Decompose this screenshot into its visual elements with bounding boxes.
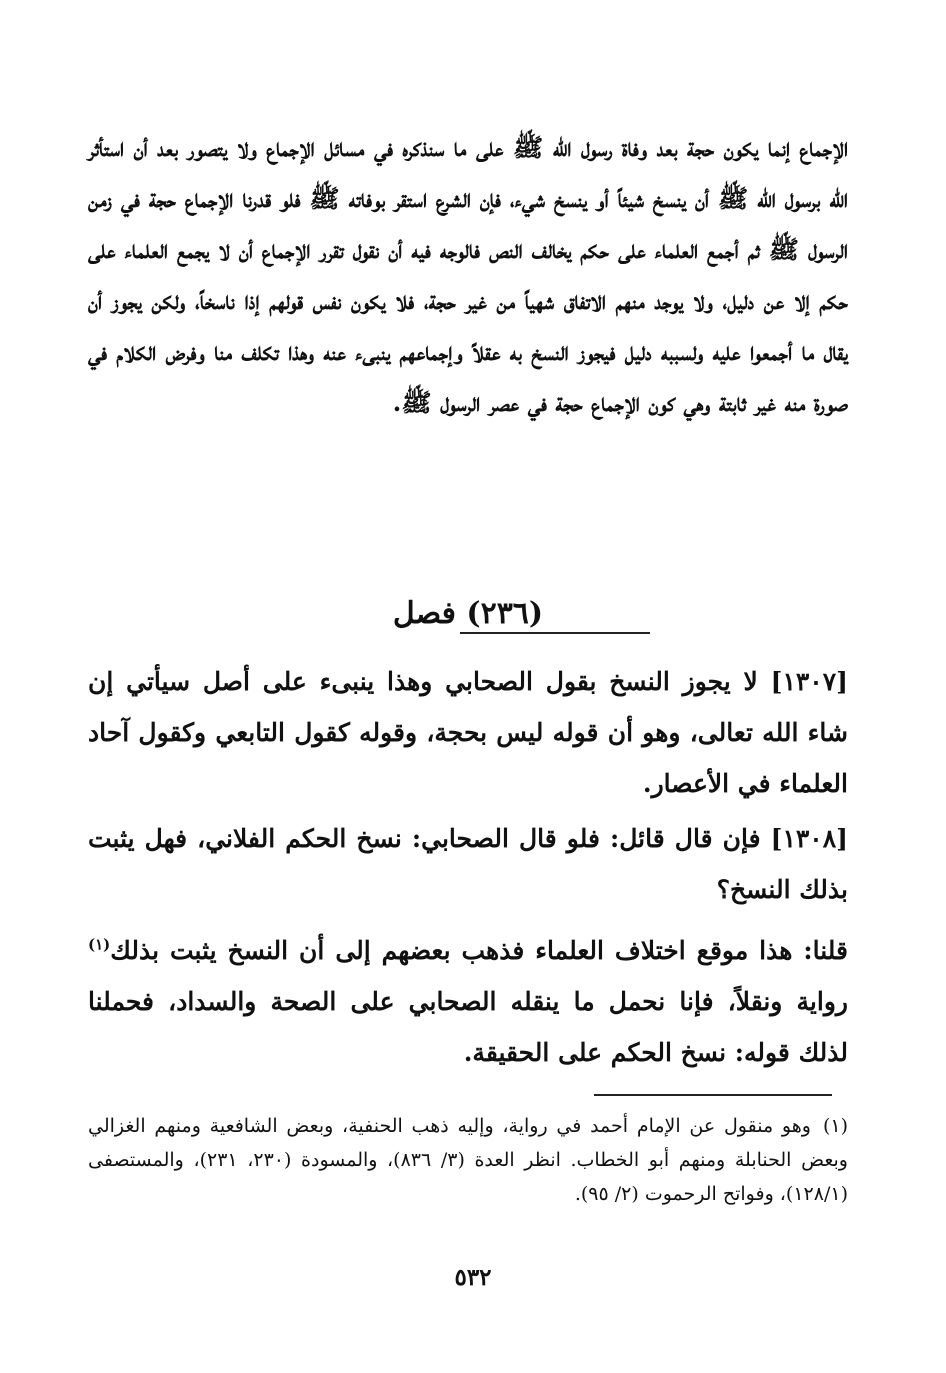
footnote-divider	[594, 1094, 832, 1096]
section-heading	[88, 592, 848, 636]
footnote-marker[interactable]: (١)	[88, 935, 111, 954]
paragraph-answer	[88, 925, 848, 1078]
paragraph-1308: [١٣٠٨] فإن قال قائل: فلو قال الصحابي: نسخ الحكم الفلاني، فهل يثبت بذلك النسخ؟	[88, 824, 848, 904]
answer-text-part1: قلنا: هذا موقع اختلاف العلماء فذهب بعضهم إلى أن النسخ يثبت بذلك	[110, 936, 848, 965]
paragraph-intro: الإجماع إنما يكون حجة بعد وفاة رسول الله ﷺ على ما سنذكره في مسائل الإجماع ولا يتصور بعد أن استأثر الله برسول الله ﷺ أن ينسخ شيئاً أو ينسخ شيء، فإن الشرع استقر بوفاته ﷺ فلو قدرنا الإجماع حجة في زمن الرسول ﷺ ثم أجمع العلماء على حكم يخالف النص فالوجه فيه أن نقول تقرر الإجماع أن لا يجمع العلماء على حكم إلا عن دليل، ولا يوجد منهم الاتفاق شهياً من غير حجة، فلا يكون نفس قولهم إذا ناسخاً، ولكن يجوز أن يقال ما أجمعوا عليه ولسببه دليل فيجوز النسخ به عقلاً وإجماعهم ينبىء عنه وهذا تكلف منا وفرض الكلام في صورة منه غير ثابتة وهي كون الإجماع حجة في عصر الرسول ﷺ.	[88, 133, 848, 417]
paragraph-1307: [١٣٠٧] لا يجوز النسخ بقول الصحابي وهذا ينبىء على أصل سيأتي إن شاء الله تعالى، وهو أن قوله ليس بحجة، وقوله كقول التابعي وكقول آحاد العلماء في الأعصار.	[88, 667, 848, 798]
footnote	[88, 1109, 848, 1211]
footnote-number: (١)	[822, 1115, 848, 1137]
answer-text-part2: رواية ونقلاً، فإنا نحمل ما ينقله الصحابي على الصحة والسداد، فحملنا لذلك قوله: نسخ الحكم على الحقيقة.	[88, 987, 848, 1067]
section-heading-text: (٢٣٦) فصل	[392, 596, 544, 631]
page-number: ٥٣٢	[454, 1264, 492, 1291]
footnote-text: وهو منقول عن الإمام أحمد في رواية، وإليه ذهب الحنفية، وبعض الشافعية ومنهم الغزالي وبعض الحنابلة ومنهم أبو الخطاب. انظر العدة (٣/ ٨٣٦)، والمسودة (٢٣٠، ٢٣١)، والمستصفى (١٢٨/١)، وفواتح الرحموت (٢/ ٩٥).	[88, 1115, 848, 1205]
heading-underline	[460, 632, 650, 634]
